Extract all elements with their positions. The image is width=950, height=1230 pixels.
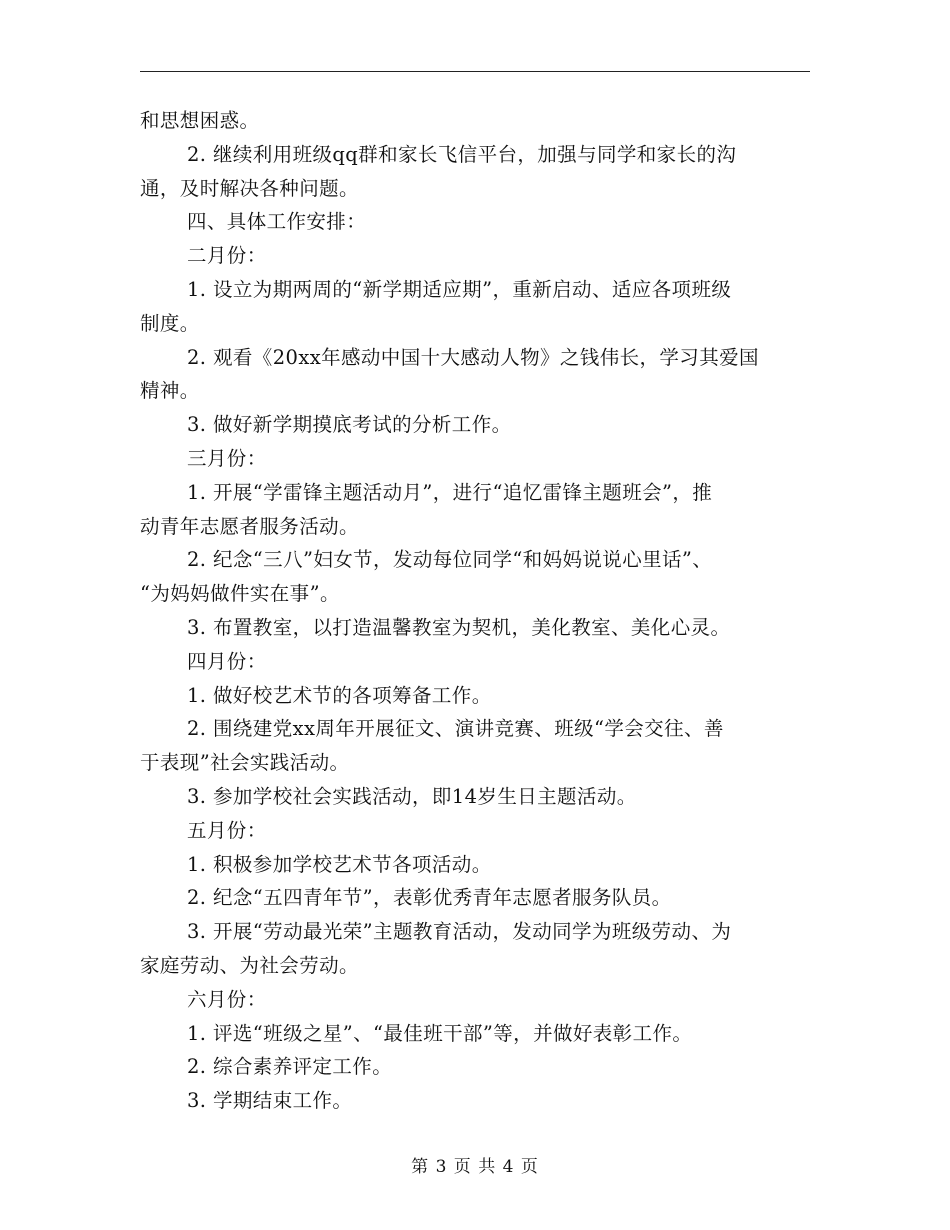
text-line: 2. 继续利用班级qq群和家长飞信平台，加强与同学和家长的沟	[187, 142, 737, 166]
text-line: 3. 布置教室，以打造温馨教室为契机，美化教室、美化心灵。	[187, 615, 731, 639]
text-line: 通，及时解决各种问题。	[140, 176, 359, 200]
text-line: 六月份：	[187, 987, 267, 1011]
text-line: 2. 观看《20xx年感动中国十大感动人物》之钱伟长，学习其爱国	[187, 345, 759, 369]
text-line: 2. 纪念“五四青年节”，表彰优秀青年志愿者服务队员。	[187, 886, 672, 910]
text-line: 动青年志愿者服务活动。	[140, 514, 359, 538]
page-number-footer: 第 3 页 共 4 页	[411, 1157, 539, 1177]
text-line: 2. 围绕建党xx周年开展征文、演讲竞赛、班级“学会交往、善	[187, 717, 724, 741]
text-line: “为妈妈做件实在事”。	[140, 582, 340, 606]
text-line: 1. 积极参加学校艺术节各项活动。	[187, 852, 492, 876]
text-line: 四月份：	[187, 649, 267, 673]
text-line: 3. 做好新学期摸底考试的分析工作。	[187, 413, 512, 437]
text-line: 三月份：	[187, 446, 267, 470]
text-line: 家庭劳动、为社会劳动。	[140, 953, 359, 977]
text-line: 四、具体工作安排：	[187, 210, 367, 234]
text-line: 五月份：	[187, 818, 267, 842]
text-line: 3. 开展“劳动最光荣”主题教育活动，发动同学为班级劳动、为	[187, 920, 732, 944]
text-line: 2. 综合素养评定工作。	[187, 1055, 393, 1079]
text-line: 于表现”社会实践活动。	[140, 751, 350, 775]
text-line: 2. 纪念“三八”妇女节，发动每位同学“和妈妈说说心里话”、	[187, 548, 713, 572]
text-line: 和思想困惑。	[140, 109, 260, 132]
text-line: 1. 设立为期两周的“新学期适应期”，重新启动、适应各项班级	[187, 277, 732, 301]
text-line: 精神。	[140, 379, 200, 403]
header-rule	[140, 71, 810, 72]
document-body	[140, 104, 810, 1118]
text-line: 制度。	[140, 311, 200, 335]
text-line: 1. 开展“学雷锋主题活动月”，进行“追忆雷锋主题班会”，推	[187, 480, 713, 504]
text-line: 1. 做好校艺术节的各项筹备工作。	[187, 683, 492, 707]
text-line: 3. 学期结束工作。	[187, 1089, 353, 1113]
text-line: 1. 评选“班级之星”、“最佳班干部”等，并做好表彰工作。	[187, 1021, 693, 1045]
text-line: 二月份：	[187, 244, 267, 268]
text-line: 3. 参加学校社会实践活动，即14岁生日主题活动。	[187, 784, 637, 808]
